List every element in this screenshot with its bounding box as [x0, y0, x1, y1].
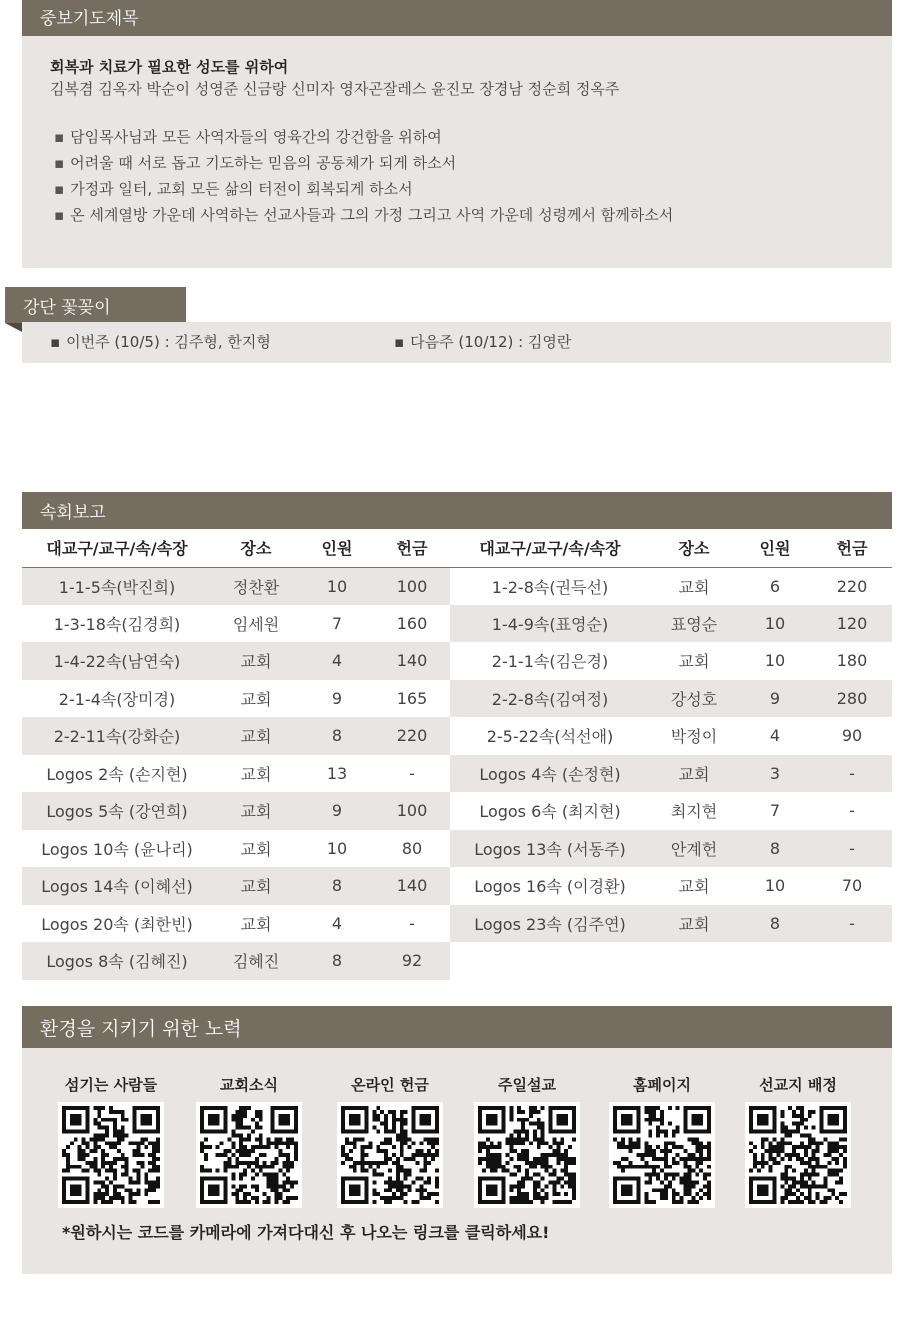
qr-code-item[interactable]	[592, 1074, 732, 1208]
cell-count: 9	[300, 792, 374, 830]
table-row	[22, 642, 892, 680]
cell-group: 1-4-22속(남연숙)	[22, 642, 212, 680]
cell-group	[450, 942, 650, 980]
cell-place: 강성호	[650, 680, 738, 718]
cell-offering: 180	[836, 651, 868, 671]
qr-code-icon[interactable]	[474, 1102, 580, 1208]
cell-place: 교회	[240, 914, 272, 934]
cell-count: 10	[738, 605, 812, 643]
qr-instruction-note: *원하시는 코드를 카메라에 가져다대신 후 나오는 링크를 클릭하세요!	[62, 1223, 550, 1242]
cell-offering: 80	[401, 838, 423, 858]
cell-count: 9	[331, 688, 343, 708]
table-row	[22, 605, 892, 643]
environment-panel	[22, 1048, 892, 1274]
cell-offering	[812, 942, 892, 980]
table-row	[22, 717, 892, 755]
cell-group: 1-2-8속(권득선)	[491, 577, 609, 597]
cell-offering: 100	[374, 567, 450, 605]
cell-count: 10	[326, 838, 348, 858]
qr-code-icon[interactable]	[337, 1102, 443, 1208]
cell-count: 4	[769, 726, 781, 746]
cell-group: Logos 8속 (김혜진)	[22, 942, 212, 980]
cell-place: 교회	[240, 839, 272, 859]
table-row	[22, 680, 892, 718]
prayer-item: ▪ 어려울 때 서로 돕고 기도하는 믿음의 공동체가 되게 하소서	[50, 150, 864, 176]
cell-group: 1-1-5속(박진희)	[22, 567, 212, 605]
cell-count: 9	[738, 680, 812, 718]
cell-count: 8	[300, 717, 374, 755]
flowers-section-title: 강단 꽃꽂이	[5, 287, 186, 323]
cell-count: 4	[300, 642, 374, 680]
cell-offering: 90	[841, 726, 863, 746]
cell-place	[650, 942, 738, 980]
cell-group: Logos 4속 (손정현)	[450, 755, 650, 793]
cell-group: Logos 2속 (손지현)	[46, 764, 188, 784]
cell-count: 8	[738, 905, 812, 943]
col-header-count: 인원	[300, 529, 374, 567]
cell-offering: 140	[374, 867, 450, 905]
cell-group: 1-3-18속(김경희)	[53, 614, 181, 634]
cell-count: 10	[764, 651, 786, 671]
cell-place: 정찬환	[212, 567, 300, 605]
cell-place: 교회	[212, 792, 300, 830]
prayer-names: 김복겸 김옥자 박순이 성영준 신금랑 신미자 영자곤잘레스 윤진모 장경남 정순희 정옥주	[50, 80, 620, 98]
cell-report-body	[22, 567, 892, 980]
cell-group: 2-2-11속(강화순)	[22, 717, 212, 755]
flowers-panel	[22, 322, 891, 363]
cell-offering: -	[409, 913, 415, 933]
cell-place: 교회	[212, 717, 300, 755]
cell-offering: -	[812, 905, 892, 943]
cell-place: 교회	[678, 577, 710, 597]
cell-count: 6	[769, 576, 781, 596]
cell-offering: 70	[841, 876, 863, 896]
cell-place: 교회	[678, 877, 710, 897]
prayer-item: ▪ 가정과 일터, 교회 모든 삶의 터전이 회복되게 하소서	[50, 176, 864, 202]
table-header-row	[22, 529, 892, 567]
qr-code-label: 홈페이지	[633, 1076, 691, 1094]
prayer-section-title: 중보기도제목	[22, 0, 892, 36]
cell-place: 교회	[212, 867, 300, 905]
prayer-item: ▪ 담임목사님과 모든 사역자들의 영육간의 강건함을 위하여	[50, 124, 864, 150]
cell-place: 임세원	[232, 614, 280, 634]
cell-offering: 120	[812, 605, 892, 643]
cell-count: 7	[331, 613, 343, 633]
cell-count: 8	[300, 867, 374, 905]
table-row	[22, 792, 892, 830]
cell-count: 8	[300, 942, 374, 980]
prayer-item: ▪ 온 세계열방 가운데 사역하는 선교사들과 그의 가정 그리고 사역 가운데 성령께서 함께하소서	[50, 202, 864, 228]
qr-code-label: 주일설교	[498, 1076, 556, 1094]
col-header-group: 대교구/교구/속/속장	[22, 529, 212, 567]
cell-offering: 140	[374, 642, 450, 680]
table-row	[22, 942, 892, 980]
table-row	[22, 755, 892, 793]
cell-place: 교회	[240, 764, 272, 784]
table-row	[22, 867, 892, 905]
cell-group: 2-5-22속(석선애)	[486, 727, 614, 747]
qr-code-item[interactable]	[179, 1074, 319, 1208]
flowers-next-week: ▪ 다음주 (10/12) : 김영란	[394, 331, 571, 352]
cell-place: 표영순	[650, 605, 738, 643]
cell-count: 3	[738, 755, 812, 793]
environment-section-title: 환경을 지키기 위한 노력	[22, 1006, 892, 1048]
table-row	[22, 830, 892, 868]
qr-code-label: 섬기는 사람들	[64, 1076, 158, 1094]
prayer-panel	[22, 36, 892, 268]
cell-report-table	[22, 529, 892, 980]
cell-offering: 280	[812, 680, 892, 718]
prayer-list	[50, 124, 864, 228]
cell-count: 4	[331, 913, 343, 933]
cell-place: 교회	[678, 652, 710, 672]
col-header-count: 인원	[738, 529, 812, 567]
cell-group: Logos 16속 (이경환)	[474, 877, 626, 897]
qr-code-label: 교회소식	[220, 1076, 278, 1094]
cell-group: Logos 5속 (강연희)	[22, 792, 212, 830]
cell-count: 7	[769, 801, 781, 821]
qr-code-item[interactable]	[457, 1074, 597, 1208]
col-header-place: 장소	[650, 529, 738, 567]
qr-code-item[interactable]	[320, 1074, 460, 1208]
cell-group: Logos 13속 (서동주)	[450, 830, 650, 868]
prayer-subtitle: 회복과 치료가 필요한 성도를 위하여	[50, 58, 289, 76]
cell-offering: -	[812, 830, 892, 868]
cell-group: 2-1-1속(김은경)	[491, 652, 609, 672]
cell-group: 2-1-4속(장미경)	[58, 689, 176, 709]
cell-offering: -	[409, 763, 415, 783]
cell-offering: 92	[374, 942, 450, 980]
cell-place: 최지현	[670, 802, 718, 822]
cell-group: 2-2-8속(김여정)	[450, 680, 650, 718]
table-row	[22, 567, 892, 605]
cell-group: Logos 23속 (김주연)	[450, 905, 650, 943]
flowers-tab-fold	[5, 323, 22, 332]
cell-group: Logos 6속 (최지현)	[479, 802, 621, 822]
cell-offering: -	[849, 801, 855, 821]
cell-group: Logos 20속 (최한빈)	[41, 914, 193, 934]
col-header-offering: 헌금	[374, 529, 450, 567]
cell-group: 1-4-9속(표영순)	[450, 605, 650, 643]
cell-offering: 160	[396, 613, 428, 633]
cell-count: 13	[326, 763, 348, 783]
table-row	[22, 905, 892, 943]
qr-code-item[interactable]	[41, 1074, 181, 1208]
col-header-group: 대교구/교구/속/속장	[450, 529, 650, 567]
cell-offering: -	[812, 755, 892, 793]
cell-offering: 100	[374, 792, 450, 830]
qr-code-icon[interactable]	[196, 1102, 302, 1208]
cell-count: 8	[738, 830, 812, 868]
cell-count: 10	[764, 876, 786, 896]
cell-place: 교회	[212, 642, 300, 680]
cell-report-title: 속회보고	[22, 492, 892, 529]
cell-count	[738, 942, 812, 980]
cell-group: Logos 14속 (이혜선)	[22, 867, 212, 905]
cell-offering: 165	[396, 688, 428, 708]
flowers-this-week: ▪ 이번주 (10/5) : 김주형, 한지형	[50, 331, 271, 352]
col-header-offering: 헌금	[812, 529, 892, 567]
cell-place: 김혜진	[212, 942, 300, 980]
qr-code-label: 선교지 배정	[759, 1076, 837, 1094]
qr-code-label: 온라인 헌금	[351, 1076, 429, 1094]
cell-place: 교회	[650, 755, 738, 793]
cell-offering: 220	[374, 717, 450, 755]
qr-code-icon[interactable]	[609, 1102, 715, 1208]
qr-code-item[interactable]	[728, 1074, 868, 1208]
cell-place: 교회	[650, 905, 738, 943]
cell-place: 박정이	[670, 727, 718, 747]
cell-group: Logos 10속 (윤나리)	[41, 839, 193, 859]
cell-count: 10	[300, 567, 374, 605]
cell-place: 교회	[240, 689, 272, 709]
qr-code-icon[interactable]	[58, 1102, 164, 1208]
cell-place: 안계헌	[650, 830, 738, 868]
qr-code-icon[interactable]	[745, 1102, 851, 1208]
col-header-place: 장소	[212, 529, 300, 567]
cell-offering: 220	[836, 576, 868, 596]
